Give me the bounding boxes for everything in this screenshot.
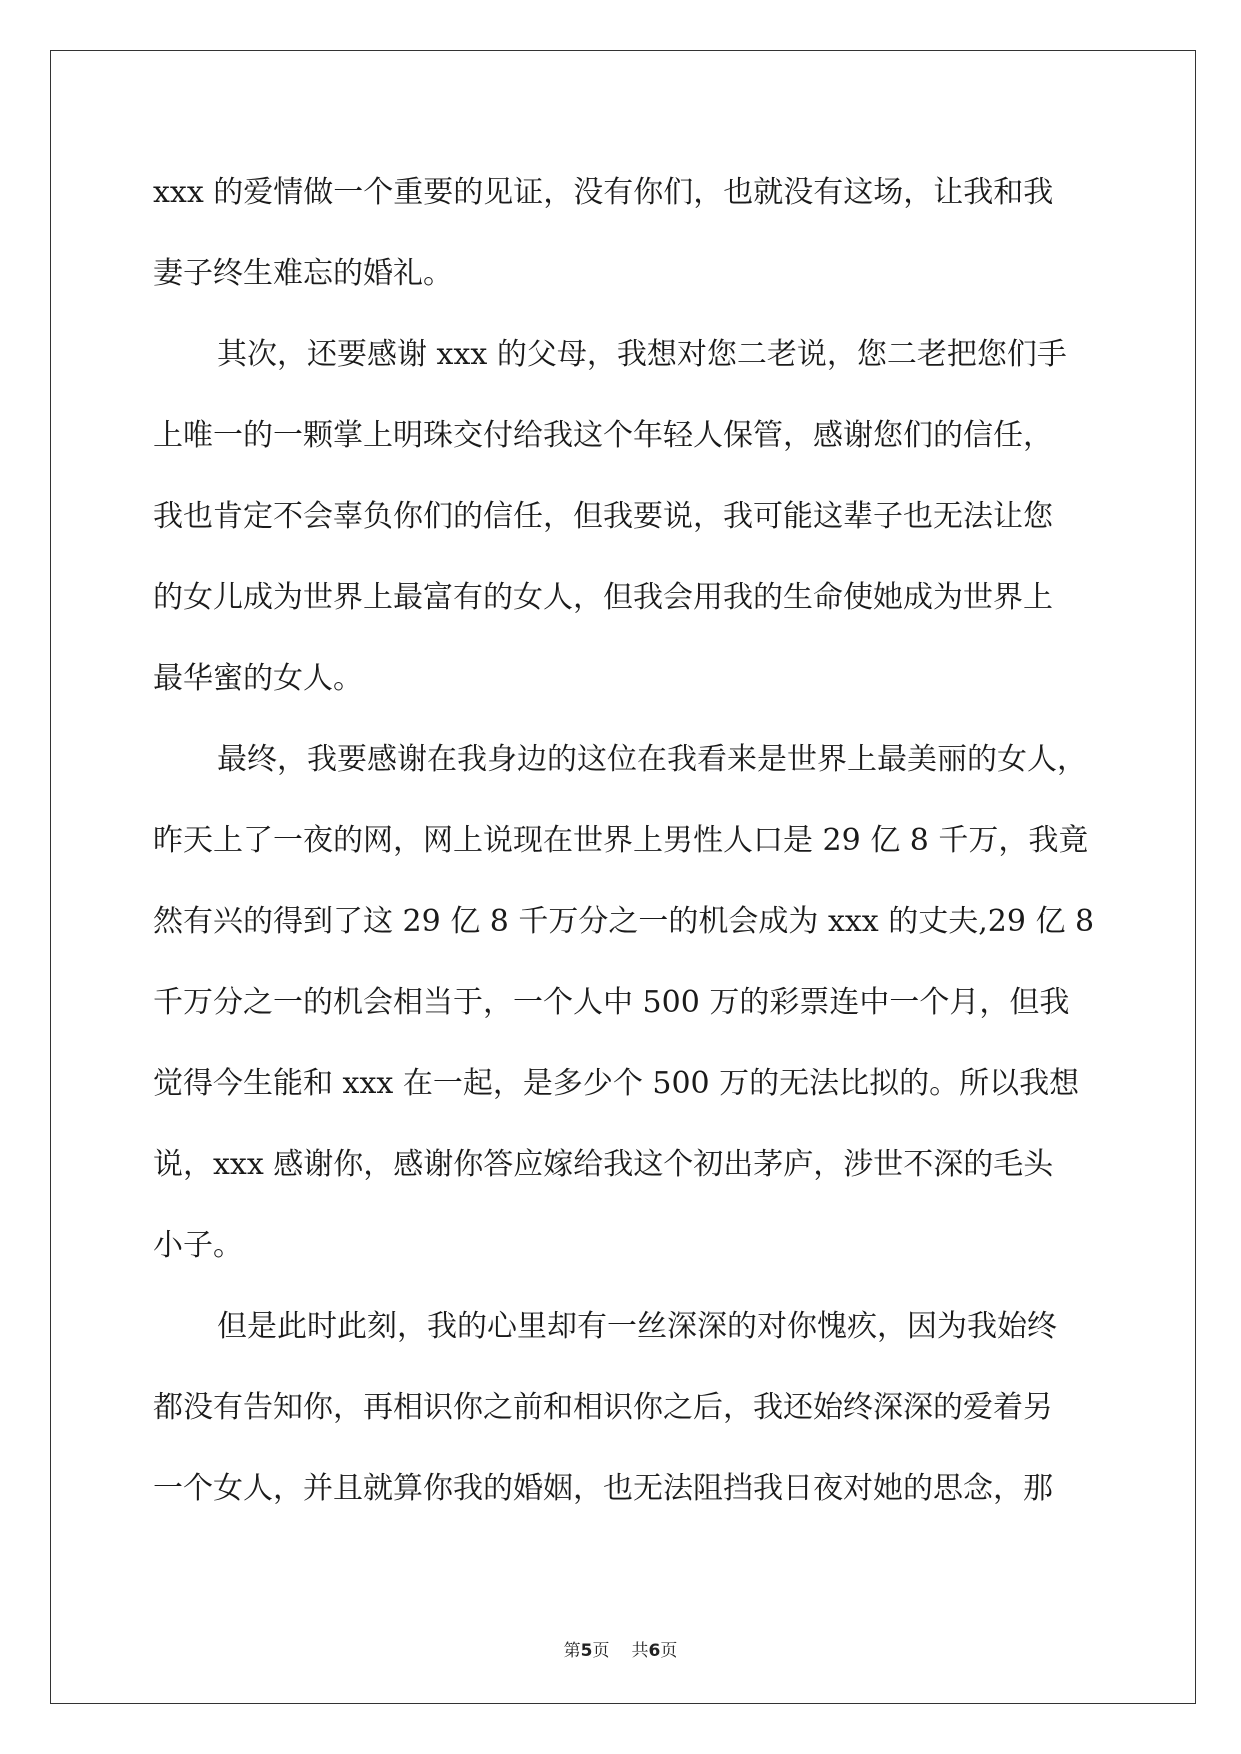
text-line: 小子。 xyxy=(153,1228,243,1263)
text-line: 然有兴的得到了这 29 亿 8 千万分之一的机会成为 xxx 的丈夫,29 亿 8 xyxy=(153,904,1095,939)
text-line: 千万分之一的机会相当于，一个人中 500 万的彩票连中一个月，但我 xyxy=(153,985,1070,1020)
text-line: 的女儿成为世界上最富有的女人，但我会用我的生命使她成为世界上 xyxy=(153,580,1053,615)
footer-page-unit: 页 xyxy=(592,1641,610,1661)
footer-total-prefix: 共 xyxy=(631,1641,649,1661)
text-line: 昨天上了一夜的网，网上说现在世界上男性人口是 29 亿 8 千万，我竟 xyxy=(153,823,1089,858)
text-line: 都没有告知你，再相识你之前和相识你之后，我还始终深深的爱着另 xyxy=(153,1390,1053,1425)
text-line: 最终，我要感谢在我身边的这位在我看来是世界上最美丽的女人， xyxy=(217,742,1087,777)
text-line: 妻子终生难忘的婚礼。 xyxy=(153,256,453,291)
footer-total-unit: 页 xyxy=(660,1641,678,1661)
text-line: 其次，还要感谢 xxx 的父母，我想对您二老说，您二老把您们手 xyxy=(217,337,1067,372)
text-line: 觉得今生能和 xxx 在一起，是多少个 500 万的无法比拟的。所以我想 xyxy=(153,1066,1080,1101)
text-line: 一个女人，并且就算你我的婚姻，也无法阻挡我日夜对她的思念，那 xyxy=(153,1471,1053,1506)
text-line: 上唯一的一颗掌上明珠交付给我这个年轻人保管，感谢您们的信任， xyxy=(153,418,1053,453)
text-line: 最华蜜的女人。 xyxy=(153,661,363,696)
footer-prefix: 第 xyxy=(563,1641,581,1661)
total-page-number: 6 xyxy=(648,1641,661,1661)
text-line: 说，xxx 感谢你，感谢你答应嫁给我这个初出茅庐，涉世不深的毛头 xyxy=(153,1147,1054,1182)
text-line: 我也肯定不会辜负你们的信任，但我要说，我可能这辈子也无法让您 xyxy=(153,499,1053,534)
current-page-number: 5 xyxy=(580,1641,593,1661)
text-line: 但是此时此刻，我的心里却有一丝深深的对你愧疚，因为我始终 xyxy=(217,1309,1057,1344)
page-footer xyxy=(0,1636,1241,1661)
document-body xyxy=(153,163,1098,1540)
text-line: xxx 的爱情做一个重要的见证，没有你们，也就没有这场，让我和我 xyxy=(153,175,1054,210)
